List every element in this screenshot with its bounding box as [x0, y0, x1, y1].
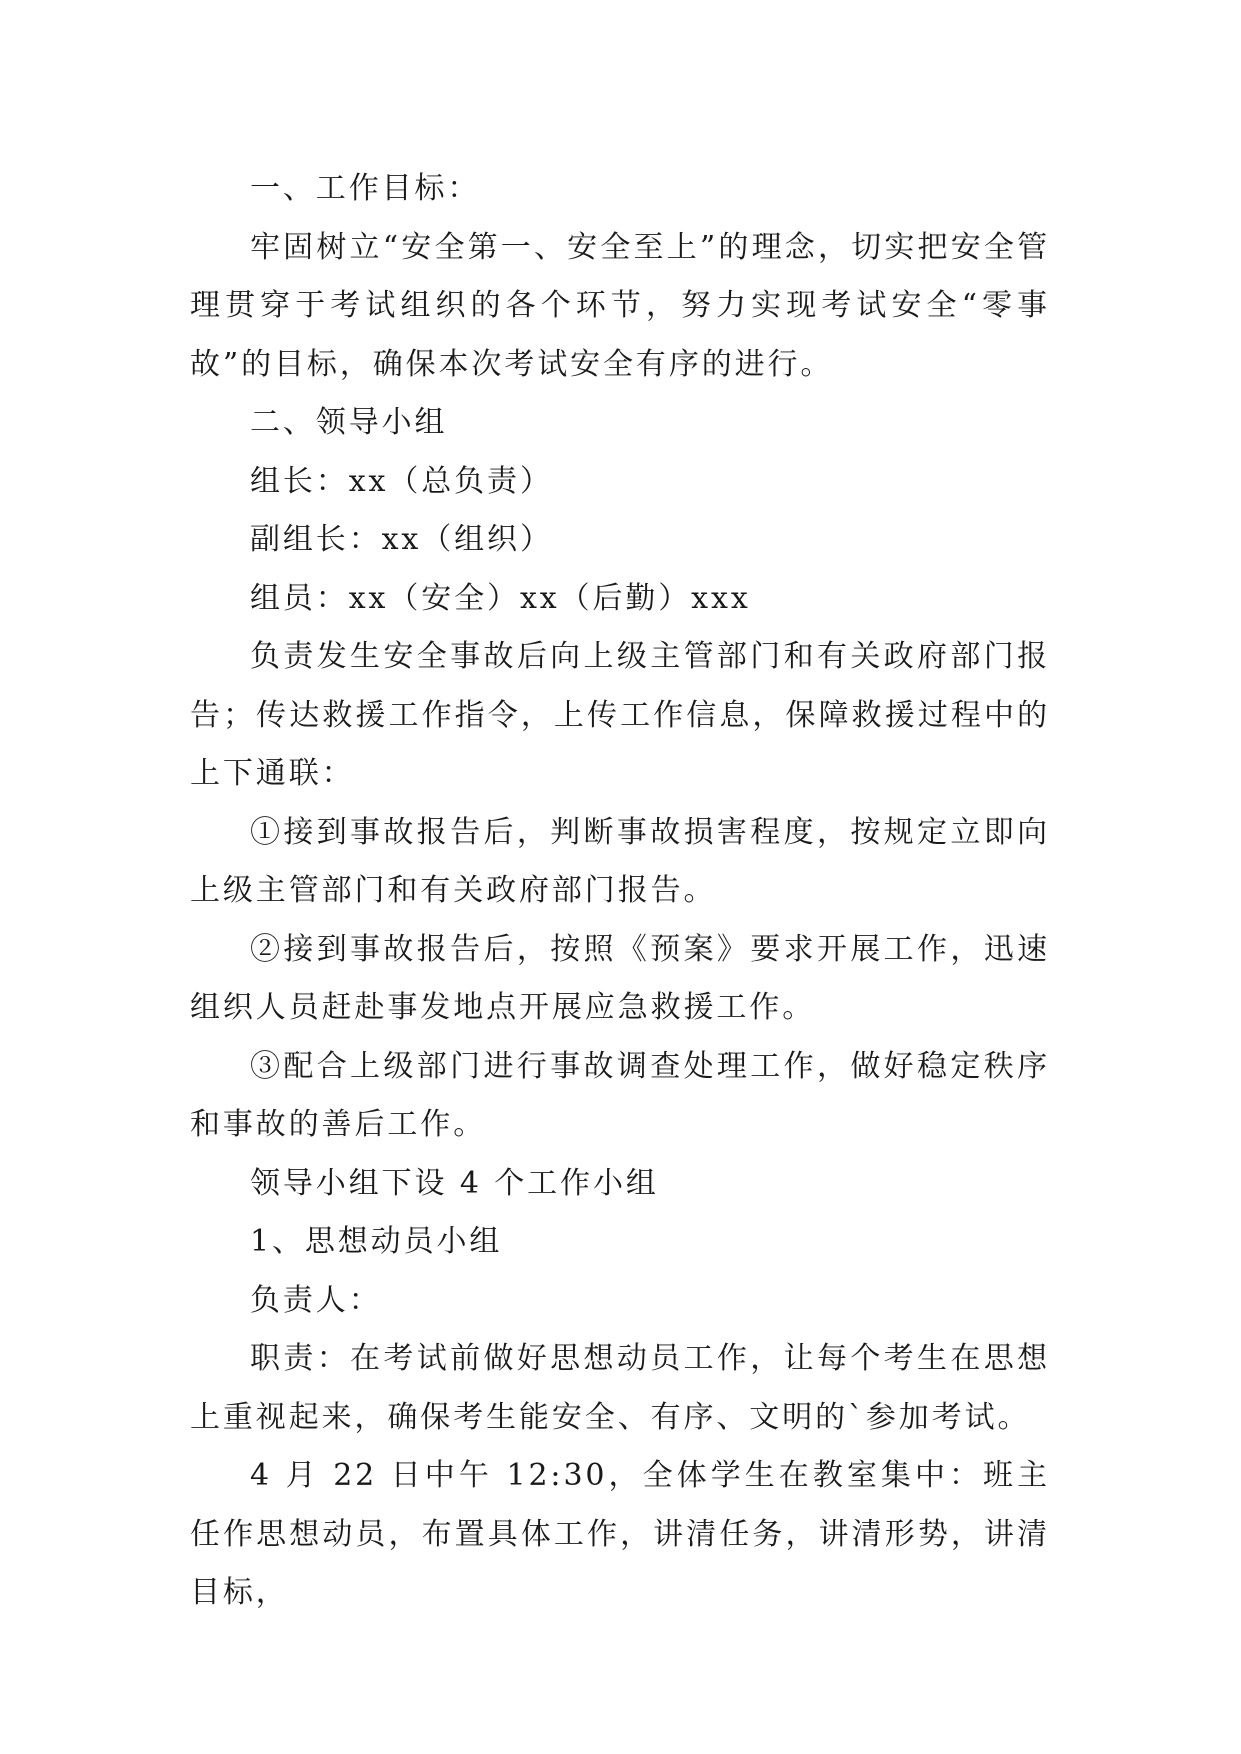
goal-paragraph: 牢固树立“安全第一、安全至上”的理念，切实把安全管理贯穿于考试组织的各个环节，努力实现考试安全“零事故”的目标，确保本次考试安全有序的进行。	[190, 229, 1050, 382]
responsibility-paragraph: 负责发生安全事故后向上级主管部门和有关政府部门报告；传达救援工作指令，上传工作信息，保障救援过程中的上下通联：	[190, 639, 1050, 791]
schedule-paragraph: 4 月 22 日中午 12:30，全体学生在教室集中：班主任作思想动员，布置具体工作，讲清任务，讲清形势，讲清目标，	[190, 1458, 1050, 1610]
document-body	[190, 160, 1050, 1623]
section-heading-leadership: 二、领导小组	[250, 405, 448, 440]
section-heading-goal: 一、工作目标：	[250, 171, 481, 206]
duty-item-2: ②接到事故报告后，按照《预案》要求开展工作，迅速组织人员赶赴事发地点开展应急救援工作。	[190, 931, 1050, 1025]
duty-item-3: ③配合上级部门进行事故调查处理工作，做好稳定秩序和事故的善后工作。	[190, 1048, 1050, 1142]
subgroup-heading-1: 1、思想动员小组	[250, 1224, 503, 1259]
duty-item-1: ①接到事故报告后，判断事故损害程度，按规定立即向上级主管部门和有关政府部门报告。	[190, 814, 1050, 908]
subgroups-intro: 领导小组下设 4 个工作小组	[250, 1165, 659, 1201]
deputy-leader-line: 副组长：xx（组织）	[250, 522, 553, 557]
person-in-charge-line: 负责人：	[250, 1282, 382, 1318]
duties-paragraph: 职责：在考试前做好思想动员工作，让每个考生在思想上重视起来，确保考生能安全、有序、文明的`参加考试。	[190, 1341, 1050, 1435]
members-line: 组员：xx（安全）xx（后勤）xxx	[250, 580, 751, 616]
leader-line: 组长：xx（总负责）	[250, 463, 553, 499]
